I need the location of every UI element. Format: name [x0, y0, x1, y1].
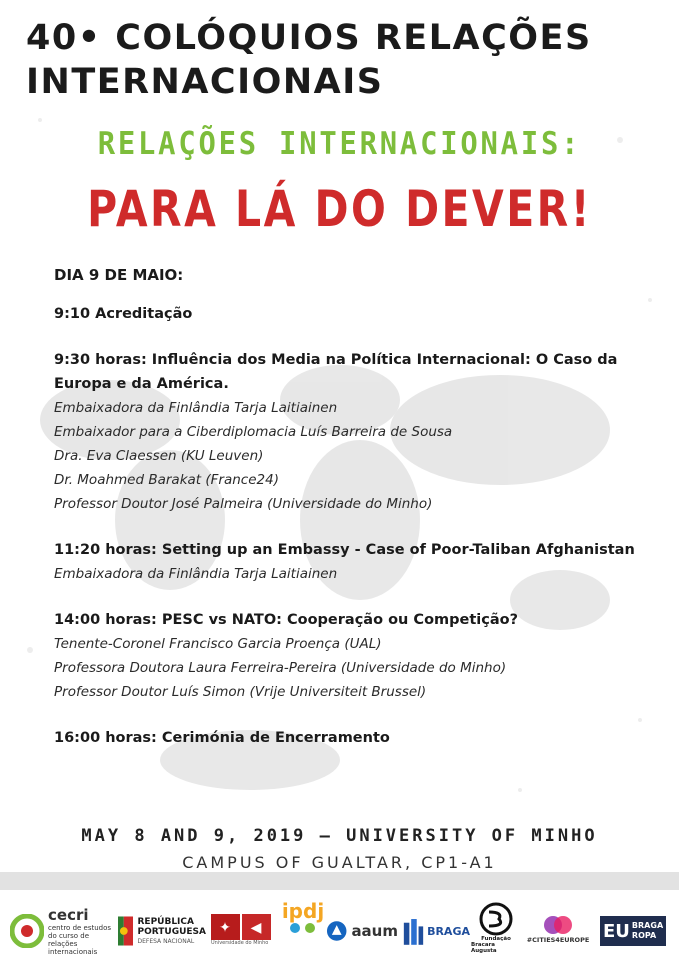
braga-logo: [402, 914, 470, 948]
session-title: 9:30 horas: Influência dos Media na Política Internacional: O Caso da Europa e da América.: [54, 352, 618, 392]
speaker: Professor Doutor Luís Simon (Vrije Universiteit Brussel): [54, 684, 427, 700]
svg-text:✦: ✦: [219, 920, 231, 936]
speaker: Tenente-Coronel Francisco Garcia Proença (UAL): [54, 636, 382, 652]
cecri-subtitle: centro de estudos do curso de relações internacionais: [48, 924, 112, 956]
ipdj-name: ipdj: [281, 899, 325, 923]
speaker: Professor Doutor José Palmeira (Universidade do Minho): [54, 496, 433, 512]
aaum-icon: [326, 920, 347, 942]
program-schedule: [54, 266, 654, 772]
speaker: Dr. Moahmed Barakat (France24): [54, 472, 279, 488]
uminho-caption: Universidade do Minho: [211, 940, 269, 946]
event-venue: CAMPUS OF GUALTAR, CP1-A1: [182, 853, 497, 872]
event-date: MAY 8 AND 9, 2019 — UNIVERSITY OF MINHO: [81, 826, 598, 846]
session-pesc-nato: [54, 608, 654, 704]
cities4europe-logo: [523, 914, 593, 948]
eu-part-1: EU: [603, 920, 630, 942]
fundacao-line-2: Bracara Augusta: [471, 942, 497, 954]
republica-line-1: REPÚBLICA: [137, 916, 194, 927]
cities4europe-icon: [543, 914, 573, 936]
uminho-icon: [211, 914, 271, 940]
braga-tower-icon: [402, 916, 424, 946]
fundacao-bracara-logo: [471, 902, 521, 958]
theme-subtitle: RELAÇÕES INTERNACIONAIS:: [97, 126, 582, 162]
fundacao-icon: [479, 902, 513, 936]
session-media: [54, 348, 654, 516]
session-title: 9:10 Acreditação: [54, 306, 193, 322]
republica-portuguesa-logo: [118, 914, 206, 948]
event-title: [26, 16, 666, 104]
session-title: 16:00 horas: Cerimónia de Encerramento: [54, 730, 390, 746]
cecri-name: cecri: [48, 906, 89, 924]
aaum-logo: [326, 914, 398, 948]
cecri-logo: [10, 906, 120, 956]
republica-line-3: DEFESA NACIONAL: [137, 937, 195, 945]
event-title-line-2: INTERNACIONAIS: [26, 62, 384, 102]
ipdj-logo: [280, 900, 326, 956]
eu-braga-europa-logo: [600, 914, 670, 948]
cecri-icon: [10, 914, 44, 948]
program-day: DIA 9 DE MAIO:: [54, 266, 184, 284]
republica-flag-icon: [118, 916, 133, 946]
speaker: Embaixador para a Ciberdiplomacia Luís Barreira de Sousa: [54, 424, 453, 440]
session-title: 11:20 horas: Setting up an Embassy - Case of Poor-Taliban Afghanistan: [54, 542, 635, 558]
fundacao-line-1: Fundação: [481, 936, 511, 942]
event-title-line-1: 40• COLÓQUIOS RELAÇÕES: [26, 18, 592, 58]
svg-text:◀: ◀: [250, 920, 262, 936]
theme-headline: PARA LÁ DO DEVER!: [87, 180, 592, 238]
speaker: Embaixadora da Finlândia Tarja Laitiainen: [54, 400, 338, 416]
uminho-logo: [211, 914, 273, 948]
cities4europe-name: #CITIES4EUROPE: [526, 936, 590, 944]
republica-line-2: PORTUGUESA: [137, 926, 206, 937]
eu-part-3: ROPA: [631, 931, 657, 940]
eu-part-2: BRAGA: [631, 921, 664, 930]
session-accreditation: [54, 302, 654, 326]
braga-name: BRAGA: [427, 924, 470, 938]
aaum-name: aaum: [351, 922, 398, 940]
speaker: Professora Doutora Laura Ferreira-Pereira (Universidade do Minho): [54, 660, 507, 676]
ipdj-icon: [288, 922, 318, 934]
session-title: 14:00 horas: PESC vs NATO: Cooperação ou Competição?: [54, 612, 519, 628]
session-embassy: [54, 538, 654, 586]
session-closing: [54, 726, 654, 750]
speaker: Embaixadora da Finlândia Tarja Laitiainen: [54, 566, 338, 582]
speaker: Dra. Eva Claessen (KU Leuven): [54, 448, 264, 464]
